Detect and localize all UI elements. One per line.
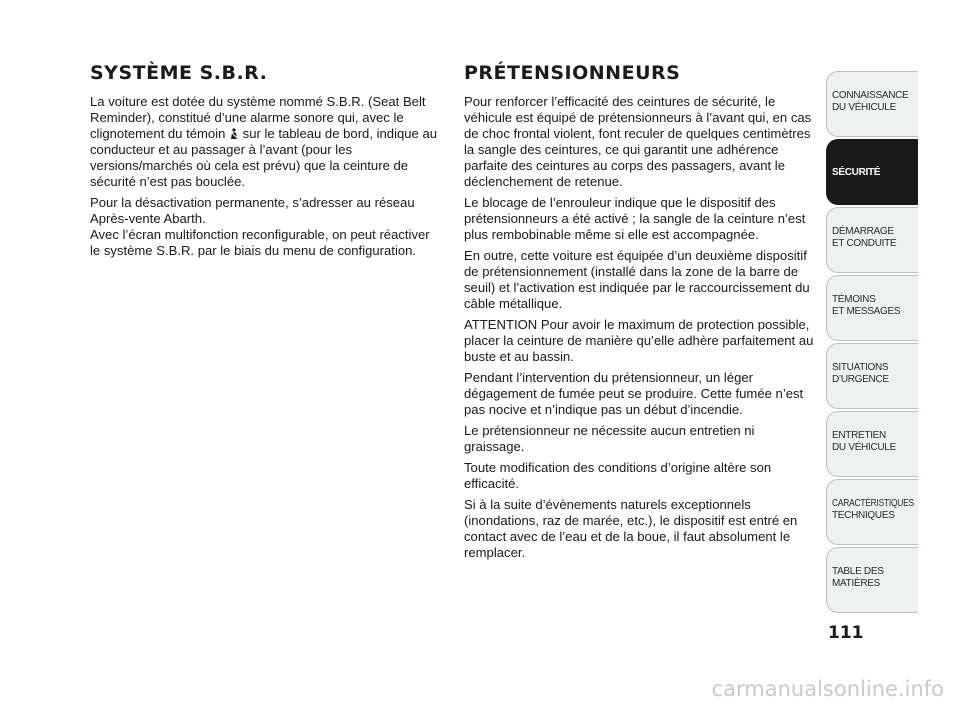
tab-label-line2: MATIÈRES — [832, 578, 880, 589]
pretensioners-title: PRÉTENSIONNEURS — [464, 62, 681, 84]
sbr-p2-line1: Pour la désactivation permanente, s’adresser au réseau Après-vente Abarth. — [90, 195, 415, 226]
tab-label-line2: D’URGENCE — [832, 374, 889, 385]
sbr-p1-after: sur le tableau de bord, indique au conducteur et au passager à l’avant (pour les versions/marchés où cela est prévu) que la ceinture de sécurité n’est pas bouclée. — [90, 126, 438, 189]
sbr-paragraph-1 — [90, 94, 442, 190]
tab-label-line1: CONNAISSANCE — [832, 90, 909, 101]
tab-label-line1: DÉMARRAGE — [832, 226, 894, 237]
tab-demarrage-conduite[interactable] — [826, 207, 918, 273]
tab-securite[interactable] — [826, 139, 918, 205]
tab-label-line1: ENTRETIEN — [832, 430, 886, 441]
tab-label-line2: DU VÉHICULE — [832, 442, 896, 453]
tab-table-matieres[interactable] — [826, 547, 918, 613]
pretensioners-paragraph: Toute modification des conditions d’origine altère son efficacité. — [464, 460, 772, 491]
page-number: 111 — [828, 623, 864, 643]
tab-label-line2: ET MESSAGES — [832, 306, 901, 317]
pretensioners-paragraph: Pendant l’intervention du prétensionneur, un léger dégagement de fumée peut se produire. Cette fumée n’est pas nocive et n’indique pas un début d’incendie. — [464, 370, 804, 417]
tab-label-line1: CARACTÉRISTIQUES — [832, 498, 914, 509]
sbr-paragraph-2 — [90, 195, 442, 259]
pretensioners-paragraph: En outre, cette voiture est équipée d’un deuxième dispositif de prétensionnement (installé dans la zone de la barre de seuil) et l’activation est indiquée par le raccourcissement du câble métallique. — [464, 248, 810, 311]
tab-label-line2: DU VÉHICULE — [832, 102, 896, 113]
sbr-p1-before: La voiture est dotée du système nommé S.B.R. (Seat Belt Reminder), constitué d’une alarme sonore qui, avec le clignotement du témoin — [90, 94, 426, 141]
pretensioners-section — [464, 62, 816, 566]
chapter-tabs — [826, 71, 918, 615]
tab-label-line2: ET CONDUITE — [832, 238, 897, 249]
pretensioners-paragraph: Si à la suite d’évènements naturels exceptionnels (inondations, raz de marée, etc.), le dispositif est entré en contact avec de l’eau et de la boue, il faut absolument le remplacer. — [464, 497, 798, 560]
sbr-section — [90, 62, 442, 264]
sbr-p2-line2: Avec l’écran multifonction reconfigurable, on peut réactiver le système S.B.R. par le biais du menu de configuration. — [90, 227, 430, 258]
tab-situations-urgence[interactable] — [826, 343, 918, 409]
tab-entretien-vehicule[interactable] — [826, 411, 918, 477]
tab-connaissance-vehicule[interactable] — [826, 71, 918, 137]
tab-label-line1: SÉCURITÉ — [832, 167, 881, 178]
sbr-title: SYSTÈME S.B.R. — [90, 62, 268, 84]
pretensioners-paragraph: ATTENTION Pour avoir le maximum de protection possible, placer la ceinture de manière qu’elle adhère parfaitement au buste et au bassin. — [464, 317, 814, 364]
watermark: carmanualsonline.info — [711, 677, 944, 701]
tab-label-line2: TECHNIQUES — [832, 510, 895, 521]
pretensioners-paragraph: Pour renforcer l’efficacité des ceintures de sécurité, le véhicule est équipé de prétensionneurs à l’avant qui, en cas de choc frontal violent, font reculer de quelques centimètres la sangle des ceintures, ce qui garantit une adhérence parfaite des ceintures au corps des passagers, avant le déclenchement de retenue. — [464, 94, 812, 189]
tab-label-line1: TÉMOINS — [832, 294, 876, 305]
pretensioners-paragraph: Le prétensionneur ne nécessite aucun entretien ni graissage. — [464, 423, 755, 454]
tab-caracteristiques-techniques[interactable] — [826, 479, 918, 545]
seatbelt-icon — [229, 128, 239, 140]
tab-temoins-messages[interactable] — [826, 275, 918, 341]
pretensioners-paragraph: Le blocage de l’enrouleur indique que le dispositif des prétensionneurs a été activé ; la sangle de la ceinture n’est plus rembobinable même si elle est accompagnée. — [464, 195, 806, 242]
tab-label-line1: SITUATIONS — [832, 362, 889, 373]
tab-label-line1: TABLE DES — [832, 566, 884, 577]
